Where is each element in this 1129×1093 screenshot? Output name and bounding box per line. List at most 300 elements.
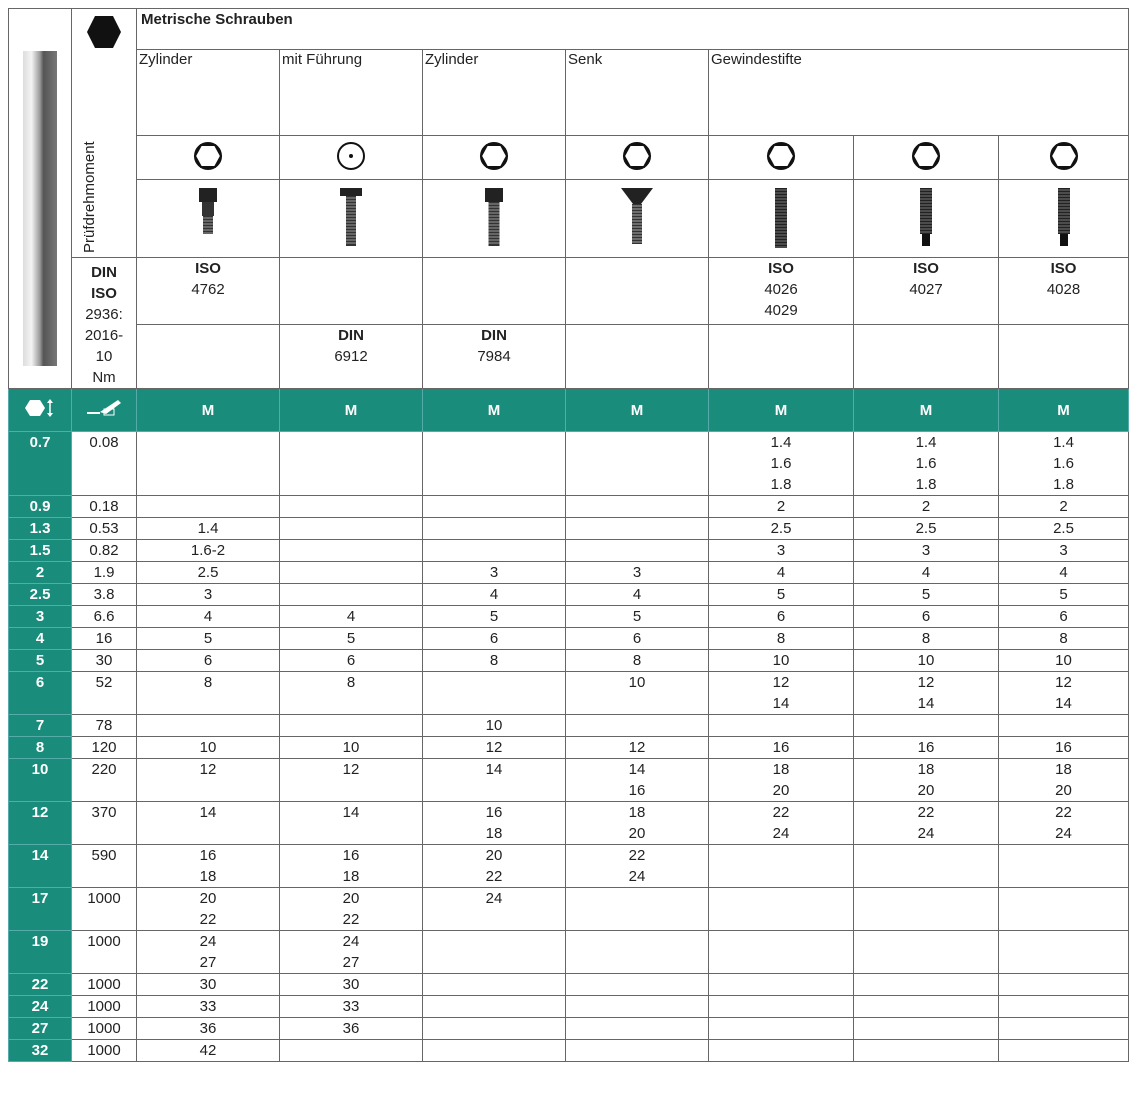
screw-icon xyxy=(474,184,514,250)
thread-size-cell xyxy=(423,518,566,540)
standard-number: 4029 xyxy=(764,302,798,319)
torque-value: 370 xyxy=(72,802,137,845)
thread-size: 4 xyxy=(489,586,499,603)
thread-size-cell xyxy=(999,1040,1129,1062)
thread-size-cell xyxy=(709,759,854,802)
thread-size-cell xyxy=(709,584,854,606)
thread-size-cell xyxy=(423,737,566,759)
thread-size-cell xyxy=(709,715,854,737)
thread-size-cell xyxy=(709,888,854,931)
thread-size-cell xyxy=(137,562,280,584)
thread-size-cell xyxy=(566,1040,709,1062)
thread-size: 16 xyxy=(485,804,503,821)
table-row xyxy=(9,672,1129,715)
thread-size-cell xyxy=(280,974,423,996)
thread-size: 20 xyxy=(1055,782,1072,799)
key-size: 0.7 xyxy=(9,432,72,496)
hex-socket-icon xyxy=(193,141,223,171)
group-zylinder: Zylinder xyxy=(137,50,280,136)
thread-size: 2.5 xyxy=(770,520,792,537)
thread-size: 20 xyxy=(917,782,935,799)
thread-size-cell xyxy=(709,628,854,650)
thread-size-cell xyxy=(280,1040,423,1062)
table-row xyxy=(9,432,1129,496)
table-row xyxy=(9,845,1129,888)
socket-icon-cell xyxy=(854,136,999,180)
torque-value: 1000 xyxy=(72,888,137,931)
thread-size: 14 xyxy=(1055,695,1072,712)
thread-size: 22 xyxy=(917,804,935,821)
thread-size: 18 xyxy=(199,868,217,885)
thread-size: 24 xyxy=(772,825,790,842)
standard-name: DIN xyxy=(338,326,364,344)
thread-size-cell xyxy=(137,1018,280,1040)
thread-size: 10 xyxy=(199,739,217,756)
screw-table xyxy=(8,8,1129,1062)
thread-size-cell xyxy=(137,888,280,931)
torque-wrench-icon xyxy=(86,397,122,419)
socket-icon-cell xyxy=(137,136,280,180)
screw-icon xyxy=(761,184,801,250)
standard-number: 6912 xyxy=(334,347,368,365)
thread-size-cell xyxy=(280,606,423,628)
screw-icon-cell xyxy=(854,180,999,258)
thread-size: 20 xyxy=(772,782,790,799)
torque-value: 0.82 xyxy=(72,540,137,562)
thread-size-cell xyxy=(999,888,1129,931)
left-std-year: 2016- xyxy=(84,327,124,344)
thread-size-cell xyxy=(566,628,709,650)
thread-size-cell xyxy=(999,584,1129,606)
thread-size: 30 xyxy=(342,976,360,993)
thread-size: 3 xyxy=(1059,542,1068,559)
thread-size-cell xyxy=(566,715,709,737)
standard-number: 4762 xyxy=(191,281,225,298)
thread-size-cell xyxy=(280,802,423,845)
table-row xyxy=(9,974,1129,996)
thread-size-cell xyxy=(709,1018,854,1040)
thread-size-cell xyxy=(423,845,566,888)
thread-size: 1.4 xyxy=(770,434,792,451)
torque-header xyxy=(72,389,137,432)
thread-size: 22 xyxy=(199,911,217,928)
thread-size: 14 xyxy=(485,761,503,778)
left-std-unit: Nm xyxy=(92,369,116,386)
thread-size-cell xyxy=(137,650,280,672)
torque-value: 1000 xyxy=(72,931,137,974)
thread-size-cell xyxy=(566,432,709,496)
hex-icon xyxy=(86,14,122,50)
standard-name: ISO xyxy=(913,260,939,277)
thread-size-cell xyxy=(854,606,999,628)
key-size: 6 xyxy=(9,672,72,715)
standard2-cell-3 xyxy=(423,324,566,389)
thread-size-cell xyxy=(137,496,280,518)
thread-size-cell xyxy=(137,584,280,606)
table-row xyxy=(9,518,1129,540)
torque-value: 30 xyxy=(72,650,137,672)
thread-size: 16 xyxy=(1055,739,1072,756)
thread-size-cell xyxy=(566,584,709,606)
m-header: M xyxy=(709,389,854,432)
key-size: 4 xyxy=(9,628,72,650)
thread-size-cell xyxy=(566,996,709,1018)
thread-size-cell xyxy=(137,974,280,996)
thread-size: 8 xyxy=(346,674,356,691)
label-cell xyxy=(72,9,137,258)
thread-size: 10 xyxy=(917,652,935,669)
thread-size: 24 xyxy=(628,868,646,885)
thread-size-cell xyxy=(999,931,1129,974)
thread-size-cell xyxy=(280,628,423,650)
thread-size-cell xyxy=(566,518,709,540)
thread-size-cell xyxy=(854,931,999,974)
thread-size: 22 xyxy=(485,868,503,885)
thread-size-cell xyxy=(566,888,709,931)
thread-size-cell xyxy=(566,540,709,562)
torque-value: 0.08 xyxy=(72,432,137,496)
thread-size: 5 xyxy=(1059,586,1068,603)
m-header: M xyxy=(566,389,709,432)
thread-size-cell xyxy=(423,562,566,584)
thread-size: 16 xyxy=(917,739,935,756)
thread-size: 5 xyxy=(203,630,213,647)
thread-size-cell xyxy=(854,974,999,996)
torque-value: 0.18 xyxy=(72,496,137,518)
standard-name: ISO xyxy=(1050,260,1077,277)
m-header: M xyxy=(999,389,1129,432)
thread-size-cell xyxy=(423,996,566,1018)
thread-size-cell xyxy=(423,432,566,496)
thread-size-cell xyxy=(999,518,1129,540)
thread-size: 36 xyxy=(199,1020,217,1037)
thread-size: 12 xyxy=(342,761,360,778)
thread-size: 3 xyxy=(203,586,213,603)
thread-size: 6 xyxy=(1059,608,1068,625)
thread-size-cell xyxy=(854,737,999,759)
thread-size-cell xyxy=(709,606,854,628)
standard-cell-7 xyxy=(999,258,1129,325)
thread-size-cell xyxy=(709,432,854,496)
torque-value: 1000 xyxy=(72,996,137,1018)
thread-size-cell xyxy=(137,759,280,802)
vertical-label: Prüfdrehmoment xyxy=(81,141,98,253)
key-size: 1.3 xyxy=(9,518,72,540)
thread-size-cell xyxy=(854,496,999,518)
table-row xyxy=(9,802,1129,845)
thread-size-cell xyxy=(999,802,1129,845)
thread-size-cell xyxy=(566,737,709,759)
thread-size-cell xyxy=(709,562,854,584)
screw-icon-cell xyxy=(137,180,280,258)
thread-size-cell xyxy=(423,715,566,737)
socket-icon-cell xyxy=(566,136,709,180)
table-row xyxy=(9,715,1129,737)
thread-size: 1.6 xyxy=(1053,455,1074,472)
standard-cell-6 xyxy=(854,258,999,325)
thread-size-cell xyxy=(423,606,566,628)
thread-size: 12 xyxy=(199,761,217,778)
thread-size-cell xyxy=(999,845,1129,888)
thread-size: 10 xyxy=(485,717,503,734)
thread-size: 3 xyxy=(632,564,642,581)
thread-size: 6 xyxy=(632,630,642,647)
left-std-din: DIN xyxy=(91,264,117,281)
key-size: 17 xyxy=(9,888,72,931)
thread-size-cell xyxy=(280,562,423,584)
torque-value: 1.9 xyxy=(72,562,137,584)
thread-size: 1.4 xyxy=(1053,434,1074,451)
thread-size-cell xyxy=(280,518,423,540)
thread-size-cell xyxy=(280,496,423,518)
thread-size-cell xyxy=(999,996,1129,1018)
thread-size-cell xyxy=(137,715,280,737)
socket-icon-cell xyxy=(280,136,423,180)
hex-socket-icon xyxy=(1049,141,1079,171)
key-size: 10 xyxy=(9,759,72,802)
thread-size: 5 xyxy=(489,608,499,625)
thread-size: 22 xyxy=(772,804,790,821)
standard-cell-3 xyxy=(423,258,566,325)
thread-size: 36 xyxy=(342,1020,360,1037)
thread-size-cell xyxy=(280,584,423,606)
thread-size: 20 xyxy=(628,825,646,842)
thread-size-cell xyxy=(280,672,423,715)
thread-size: 2 xyxy=(921,498,931,515)
size-header xyxy=(9,389,72,432)
thread-size: 2.5 xyxy=(1053,520,1074,537)
thread-size-cell xyxy=(854,715,999,737)
thread-size-cell xyxy=(709,650,854,672)
thread-size-cell xyxy=(423,1040,566,1062)
thread-size: 4 xyxy=(921,564,931,581)
thread-size-cell xyxy=(999,759,1129,802)
thread-size: 18 xyxy=(772,761,790,778)
standard-cell-2 xyxy=(280,258,423,325)
key-size: 2.5 xyxy=(9,584,72,606)
standard2-cell-1 xyxy=(137,324,280,389)
thread-size-cell xyxy=(566,974,709,996)
standard2-cell-5 xyxy=(709,324,854,389)
thread-size: 16 xyxy=(772,739,790,756)
thread-size: 10 xyxy=(628,674,646,691)
screw-icon-cell xyxy=(999,180,1129,258)
thread-size: 8 xyxy=(203,674,213,691)
thread-size: 14 xyxy=(199,804,217,821)
thread-size-cell xyxy=(999,1018,1129,1040)
thread-size-cell xyxy=(423,759,566,802)
thread-size-cell xyxy=(709,496,854,518)
table-title: Metrische Schrauben xyxy=(137,9,1129,50)
thread-size-cell xyxy=(280,845,423,888)
thread-size-cell xyxy=(280,759,423,802)
screw-icon xyxy=(617,184,657,250)
thread-size-cell xyxy=(137,518,280,540)
thread-size: 33 xyxy=(199,998,217,1015)
thread-size-cell xyxy=(137,996,280,1018)
thread-size-cell xyxy=(423,672,566,715)
table-row xyxy=(9,1040,1129,1062)
thread-size: 24 xyxy=(342,933,360,950)
thread-size: 14 xyxy=(628,761,646,778)
thread-size-cell xyxy=(999,606,1129,628)
thread-size: 2.5 xyxy=(915,520,937,537)
torque-value: 78 xyxy=(72,715,137,737)
standard-number: 7984 xyxy=(477,347,511,365)
thread-size-cell xyxy=(854,888,999,931)
thread-size: 5 xyxy=(346,630,356,647)
thread-size: 12 xyxy=(917,674,935,691)
thread-size: 1.8 xyxy=(915,476,937,493)
thread-size-cell xyxy=(423,974,566,996)
table-row xyxy=(9,496,1129,518)
thread-size: 6 xyxy=(776,608,786,625)
thread-size: 8 xyxy=(632,652,642,669)
thread-size-cell xyxy=(854,845,999,888)
screw-icon-cell xyxy=(423,180,566,258)
table-row xyxy=(9,540,1129,562)
thread-size-cell xyxy=(566,931,709,974)
thread-size-cell xyxy=(709,974,854,996)
key-size: 5 xyxy=(9,650,72,672)
thread-size-cell xyxy=(137,1040,280,1062)
thread-size-cell xyxy=(423,496,566,518)
table-row xyxy=(9,584,1129,606)
thread-size: 14 xyxy=(917,695,935,712)
torque-value: 120 xyxy=(72,737,137,759)
thread-size-cell xyxy=(423,650,566,672)
thread-size-cell xyxy=(566,672,709,715)
hex-socket-icon xyxy=(622,141,652,171)
thread-size: 12 xyxy=(1055,674,1072,691)
thread-size-cell xyxy=(709,1040,854,1062)
table-row xyxy=(9,650,1129,672)
thread-size: 12 xyxy=(772,674,790,691)
thread-size: 2.5 xyxy=(197,564,219,581)
hex-socket-icon xyxy=(911,141,941,171)
thread-size-cell xyxy=(280,650,423,672)
thread-size-cell xyxy=(709,518,854,540)
thread-size: 22 xyxy=(342,911,360,928)
standard-cell-5 xyxy=(709,258,854,325)
thread-size: 3 xyxy=(921,542,931,559)
torque-value: 52 xyxy=(72,672,137,715)
thread-size-cell xyxy=(280,737,423,759)
thread-size: 1.4 xyxy=(915,434,937,451)
hex-socket-icon xyxy=(766,141,796,171)
standard-name: ISO xyxy=(768,260,794,277)
thread-size-cell xyxy=(854,672,999,715)
thread-size: 6 xyxy=(346,652,356,669)
key-size: 7 xyxy=(9,715,72,737)
m-header: M xyxy=(423,389,566,432)
thread-size: 10 xyxy=(772,652,790,669)
key-size: 1.5 xyxy=(9,540,72,562)
standard-number: 4026 xyxy=(764,281,798,298)
torque-value: 16 xyxy=(72,628,137,650)
key-size: 27 xyxy=(9,1018,72,1040)
standard2-cell-7 xyxy=(999,324,1129,389)
thread-size-cell xyxy=(854,518,999,540)
thread-size: 18 xyxy=(485,825,503,842)
thread-size-cell xyxy=(999,974,1129,996)
thread-size-cell xyxy=(999,496,1129,518)
thread-size-cell xyxy=(137,802,280,845)
key-size: 19 xyxy=(9,931,72,974)
thread-size: 20 xyxy=(485,847,503,864)
table-row xyxy=(9,562,1129,584)
thread-size: 2 xyxy=(1059,498,1068,515)
screw-icon-cell xyxy=(280,180,423,258)
thread-size: 12 xyxy=(628,739,646,756)
key-size: 8 xyxy=(9,737,72,759)
thread-size-cell xyxy=(566,562,709,584)
thread-size: 8 xyxy=(921,630,931,647)
socket-icon-cell xyxy=(999,136,1129,180)
thread-size-cell xyxy=(137,540,280,562)
thread-size-cell xyxy=(137,432,280,496)
standard-cell-4 xyxy=(566,258,709,325)
torque-value: 1000 xyxy=(72,1018,137,1040)
thread-size-cell xyxy=(854,584,999,606)
thread-size: 30 xyxy=(199,976,217,993)
thread-size-cell xyxy=(423,931,566,974)
thread-size-cell xyxy=(137,628,280,650)
thread-size-cell xyxy=(423,584,566,606)
thread-size-cell xyxy=(280,432,423,496)
thread-size: 1.6 xyxy=(915,455,937,472)
torque-value: 1000 xyxy=(72,1040,137,1062)
thread-size: 1.4 xyxy=(197,520,219,537)
thread-size: 24 xyxy=(917,825,935,842)
thread-size: 22 xyxy=(628,847,646,864)
standard-name: DIN xyxy=(481,326,507,344)
torque-value: 3.8 xyxy=(72,584,137,606)
group-senk: Senk xyxy=(566,50,709,136)
thread-size-cell xyxy=(709,672,854,715)
torque-value: 0.53 xyxy=(72,518,137,540)
thread-size-cell xyxy=(280,715,423,737)
left-std-iso: ISO xyxy=(91,285,117,302)
thread-size-cell xyxy=(999,432,1129,496)
screw-icon-cell xyxy=(566,180,709,258)
thread-size: 4 xyxy=(776,564,786,581)
screw-icon xyxy=(188,184,228,250)
key-size: 32 xyxy=(9,1040,72,1062)
thread-size: 42 xyxy=(199,1042,217,1059)
screw-icon xyxy=(906,184,946,250)
thread-size: 16 xyxy=(199,847,217,864)
thread-size-cell xyxy=(709,996,854,1018)
thread-size: 3 xyxy=(489,564,499,581)
standard-cell-1 xyxy=(137,258,280,325)
thread-size-cell xyxy=(566,496,709,518)
thread-size-cell xyxy=(566,606,709,628)
standard2-cell-6 xyxy=(854,324,999,389)
thread-size: 14 xyxy=(772,695,790,712)
m-header: M xyxy=(280,389,423,432)
thread-size-cell xyxy=(280,888,423,931)
thread-size-cell xyxy=(280,996,423,1018)
thread-size-cell xyxy=(854,540,999,562)
thread-size-cell xyxy=(137,737,280,759)
thread-size: 18 xyxy=(628,804,646,821)
torque-value: 220 xyxy=(72,759,137,802)
thread-size: 12 xyxy=(485,739,503,756)
key-size: 14 xyxy=(9,845,72,888)
thread-size-cell xyxy=(999,540,1129,562)
thread-size-cell xyxy=(566,1018,709,1040)
